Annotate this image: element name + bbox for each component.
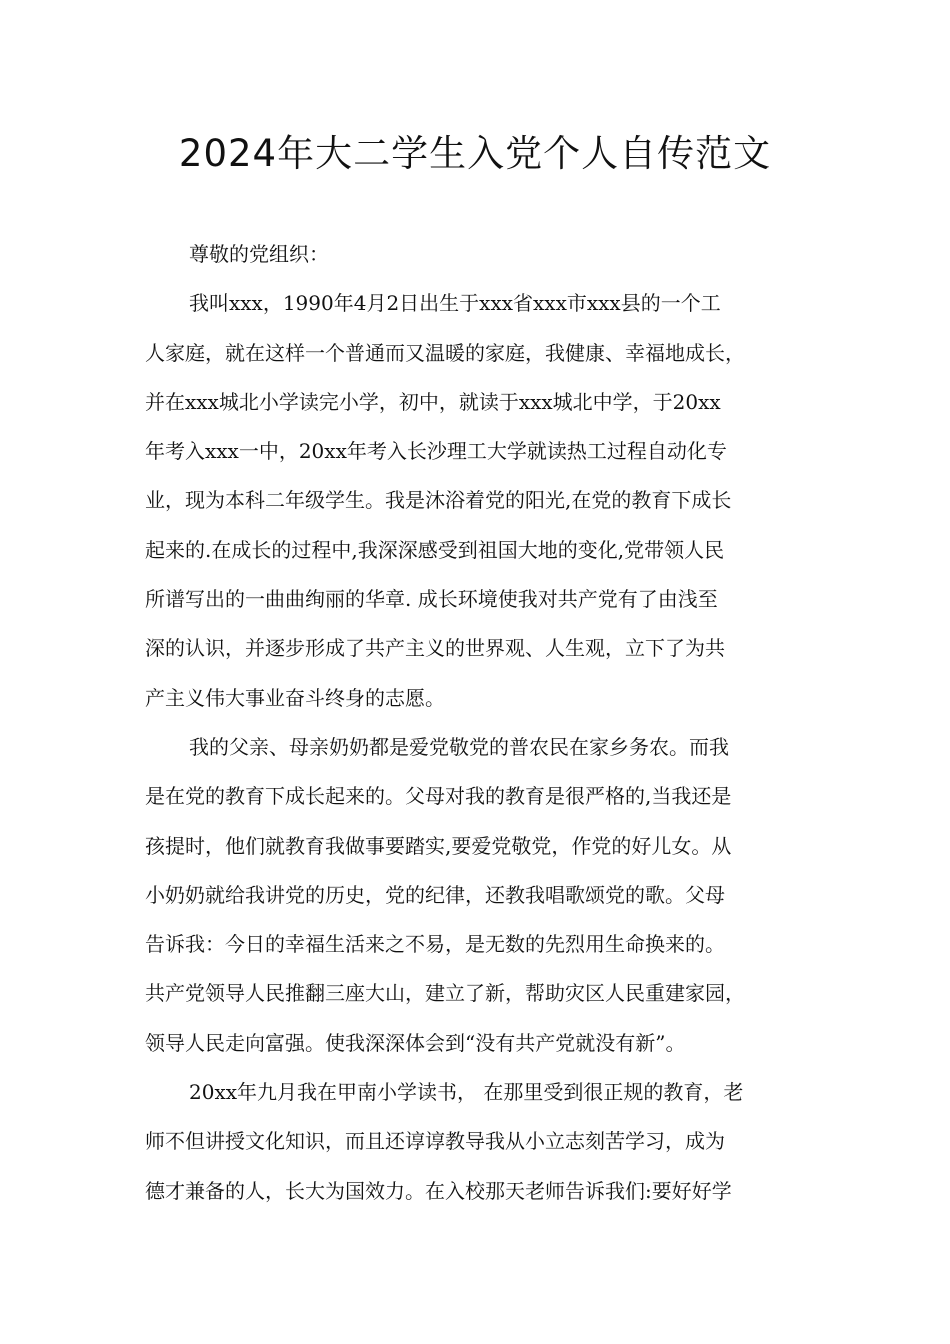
paragraph-line: 孩提时，他们就教育我做事要踏实,要爱党敬党，作党的好儿女。从 — [145, 833, 732, 858]
paragraph-line: 告诉我：今日的幸福生活来之不易，是无数的先烈用生命换来的。 — [145, 932, 725, 957]
paragraph-line: 深的认识，并逐步形成了共产主义的世界观、人生观，立下了为共 — [145, 636, 725, 661]
paragraph-line: 并在xxx城北小学读完小学，初中，就读于xxx城北中学，于20xx — [145, 389, 721, 414]
paragraph-line: 产主义伟大事业奋斗终身的志愿。 — [145, 685, 445, 710]
paragraph-1 — [145, 279, 810, 723]
paragraph-line: 20xx年九月我在甲南小学读书， 在那里受到很正规的教育，老 — [189, 1080, 744, 1105]
salutation: 尊敬的党组织： — [189, 242, 329, 266]
paragraph-line: 共产党领导人民推翻三座大山，建立了新，帮助灾区人民重建家园， — [145, 981, 745, 1006]
paragraph-line: 我叫xxx，1990年4月2日出生于xxx省xxx市xxx县的一个工 — [189, 291, 721, 316]
paragraph-line: 德才兼备的人，长大为国效力。在入校那天老师告诉我们:要好好学 — [145, 1178, 732, 1203]
paragraph-line: 领导人民走向富强。使我深深体会到“没有共产党就没有新”。 — [145, 1030, 686, 1055]
document-body — [145, 230, 810, 1216]
paragraph-line: 年考入xxx一中，20xx年考入长沙理工大学就读热工过程自动化专 — [145, 439, 727, 464]
paragraph-3 — [145, 1068, 810, 1216]
paragraph-line: 所谱写出的一曲曲绚丽的华章. 成长环境使我对共产党有了由浅至 — [145, 587, 718, 612]
paragraph-line: 起来的.在成长的过程中,我深深感受到祖国大地的变化,党带领人民 — [145, 537, 725, 562]
paragraph-line: 是在党的教育下成长起来的。父母对我的教育是很严格的,当我还是 — [145, 784, 732, 809]
paragraph-line: 我的父亲、母亲奶奶都是爱党敬党的普农民在家乡务农。而我 — [189, 734, 729, 759]
salutation-paragraph — [145, 230, 810, 279]
paragraph-line: 小奶奶就给我讲党的历史，党的纪律，还教我唱歌颂党的歌。父母 — [145, 882, 725, 907]
paragraph-line: 业，现为本科二年级学生。我是沐浴着党的阳光,在党的教育下成长 — [145, 488, 732, 513]
paragraph-line: 师不但讲授文化知识，而且还谆谆教导我从小立志刻苦学习，成为 — [145, 1129, 725, 1154]
paragraph-2 — [145, 723, 810, 1068]
paragraph-line: 人家庭，就在这样一个普通而又温暖的家庭，我健康、幸福地成长， — [145, 340, 745, 365]
document-title: 2024年大二学生入党个人自传范文 — [178, 132, 772, 175]
